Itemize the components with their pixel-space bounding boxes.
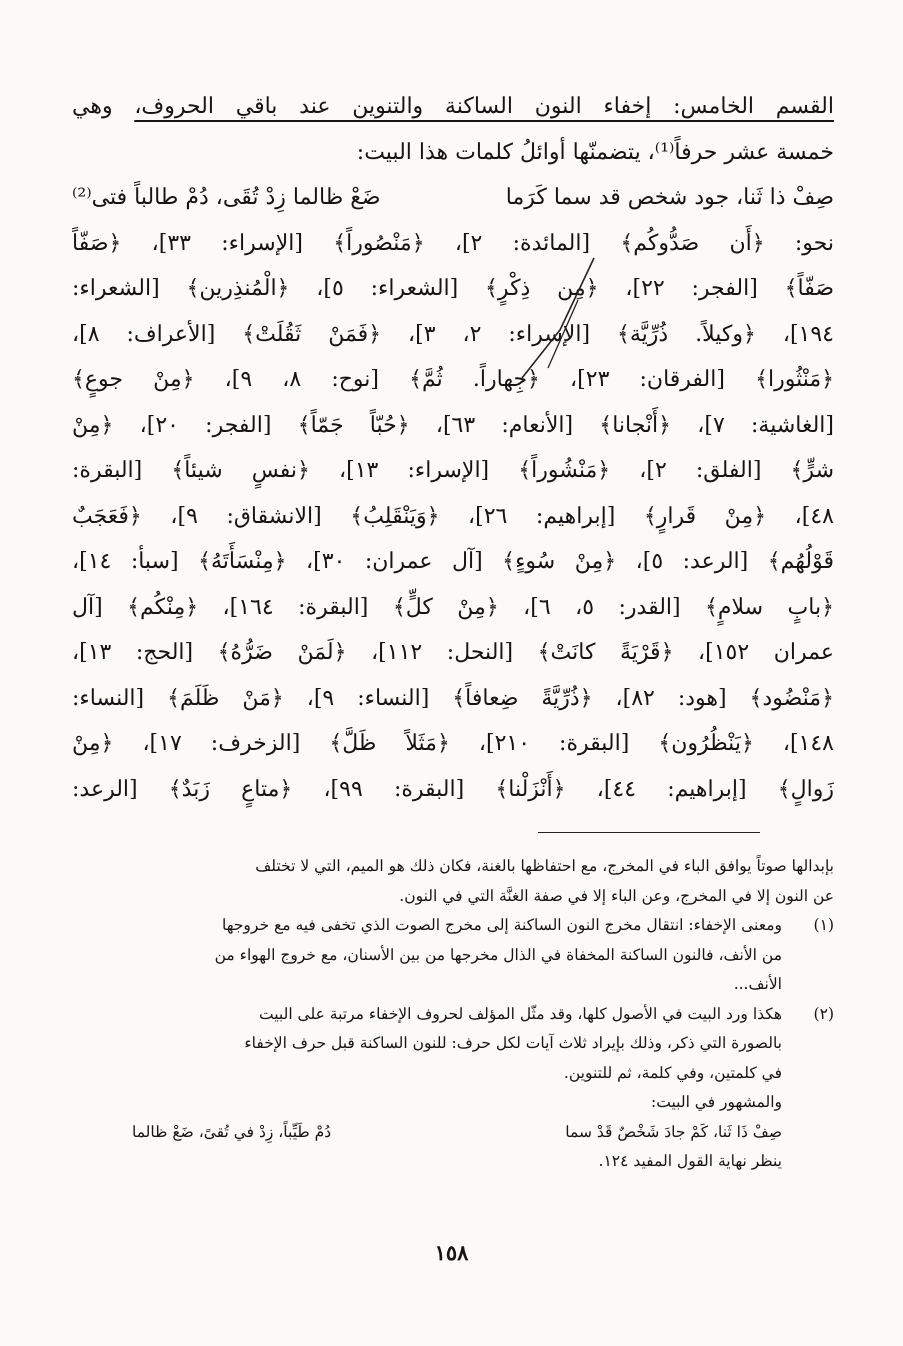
section-heading: القسم الخامس: إخفاء النون الساكنة والتنوين عند باقي الحروف،	[134, 94, 834, 119]
footnote-source	[72, 1147, 834, 1177]
footnote-line: الأنف...	[733, 975, 782, 993]
footnote-2-number: (٢)	[813, 1004, 834, 1023]
footnote-line: ومعنى الإخفاء: انتقال مخرج النون الساكنة إلى مخرج الصوت الذي تخفى فيه مع خروجها	[221, 916, 782, 934]
body-line-12: ١٤٨]، ﴿يَنْظُرُون﴾ [البقرة: ٢١٠]، ﴿مَثَلاً ظَلَّ﴾ [الزخرف: ١٧]، ﴿مِنْ	[72, 731, 834, 756]
body-line-11: ﴿مَنْضُود﴾ [هود: ٨٢]، ﴿ذُرِّيَّةً ضِعافاً﴾ [النساء: ٩]، ﴿مَنْ ظَلَمَ﴾ [النساء:	[72, 685, 834, 711]
body-line-1: نحو: ﴿أَن صَدُّوكُم﴾ [المائدة: ٢]، ﴿مَنْصُوراً﴾ [الإسراء: ٣٣]، ﴿صَفّاً	[72, 230, 834, 256]
body-line-4: ﴿مَنْثُورا﴾ [الفرقان: ٢٣]، ﴿جِهاراً. ثُمَّ﴾ [نوح: ٨، ٩]، ﴿مِنْ جوعٍ﴾	[72, 367, 834, 392]
source-reference: ينظر نهاية القول المفيد ١٢٤.	[598, 1152, 782, 1170]
body-line-2: صَفّاً﴾ [الفجر: ٢٢]، ﴿مِن ذِكْرٍ﴾ [الشعراء: ٥]، ﴿الْمُنذِرين﴾ [الشعراء:	[72, 276, 834, 301]
footnote-continuation-line: بإبدالها صوتاً يوافق الباء في المخرج، مع احتفاظها بالغنة، فكان ذلك هو الميم، التي لا تختلف	[255, 857, 834, 875]
verse-hemistich-second: ضَعْ ظالما زِدْ تُقَى، دُمْ طالباً فتى⁽²⁾	[72, 185, 381, 210]
body-line-6: شرٍّ﴾ [الفلق: ٢]، ﴿مَنْشُوراً﴾ [الإسراء: ١٣]، ﴿نفسٍ شيئاً﴾ [البقرة:	[72, 458, 834, 483]
body-line-7: ٤٨]، ﴿مِنْ قَرارٍ﴾ [إبراهيم: ٢٦]، ﴿وَيَنْقَلِبُ﴾ [الانشقاق: ٩]، ﴿فَعَجَبٌ	[72, 503, 834, 529]
verse-hemistich-first: صِفْ ذا ثَنا، جود شخص قد سما كَرَما	[505, 185, 834, 210]
body-line-5: [الغاشية: ٧]، ﴿أَنْجانا﴾ [الأنعام: ٦٣]، ﴿حُبّاً جَمّاً﴾ [الفجر: ٢٠]، ﴿مِنْ	[72, 412, 834, 438]
footnote-line: والمشهور في البيت:	[651, 1093, 782, 1111]
heading-continuation: وهي	[72, 94, 135, 119]
body-line-9: ﴿بابٍ سلامٍ﴾ [القدر: ٥، ٦]، ﴿مِنْ كلٍّ﴾ [البقرة: ١٦٤]، ﴿مِنْكُم﴾ [آل	[72, 594, 834, 620]
footnotes	[72, 852, 834, 1177]
body-line-3: ١٩٤]، ﴿وكيلاً. ذُرِّيَّة﴾ [الإسراء: ٢، ٣]، ﴿فَمَنْ ثَقُلَتْ﴾ [الأعراف: ٨]،	[72, 321, 834, 347]
footnote-line: هكذا ورد البيت في الأصول كلها، وقد مثّل المؤلف لحروف الإخفاء مرتبة على البيت	[259, 1004, 782, 1023]
footnote-line: بالصورة التي ذكر، وذلك بإيراد ثلاث آيات لكل حرف: للنون الساكنة قبل حرف الإخفاء	[244, 1034, 782, 1052]
footnote-continuation-line: عن النون إلا في المخرج، وعن الباء إلا في صفة الغنَّة التي في النون.	[399, 886, 834, 905]
section-heading-line	[72, 84, 834, 130]
footnote-line: من الأنف، فالنون الساكنة المخفاة في الذال مخرجها من بين الأسنان، مع خروج الهواء من	[214, 945, 782, 964]
main-text	[72, 84, 834, 812]
poem-hemistich-second: دُمْ طَيِّباً، زِدْ في تُقىً، ضَعْ ظالما	[132, 1122, 332, 1141]
body-line-10: عمران ١٥٢]، ﴿قَرْيَةً كانَتْ﴾ [النحل: ١١٢]، ﴿لَمَنْ ضَرُّهُ﴾ [الحج: ١٣]،	[72, 640, 834, 665]
footnote-2	[72, 1000, 834, 1118]
body-line-13: زَوالٍ﴾ [إبراهيم: ٤٤]، ﴿أَنْزَلْنا﴾ [البقرة: ٩٩]، ﴿متاعٍ زَبَدٌ﴾ [الرعد:	[72, 776, 834, 802]
footnote-2-text	[72, 1000, 782, 1118]
footnote-poem	[72, 1118, 782, 1148]
intro-line: خمسة عشر حرفاً⁽¹⁾، يتضمنّها أوائلُ كلمات هذا البيت:	[356, 139, 834, 165]
footnote-1	[72, 911, 834, 1000]
verse-line	[72, 175, 834, 221]
poem-hemistich-first: صِفْ ذَا ثَنا، كَمْ جادَ شَخْصٌ قَدْ سما	[565, 1122, 782, 1141]
footnote-separator	[538, 832, 760, 833]
body-line-8: قَوْلُهُم﴾ [الرعد: ٥]، ﴿مِنْ سُوءٍ﴾ [آل عمران: ٣٠]، ﴿مِنْسَأَتَهُ﴾ [سبأ: ١٤]،	[72, 549, 834, 574]
footnote-continuation	[72, 852, 834, 911]
footnote-line: في كلمتين، وفي كلمة، ثم للتنوين.	[563, 1063, 782, 1082]
footnote-1-number: (١)	[813, 916, 834, 934]
page-number: ١٥٨	[434, 1240, 469, 1265]
footnote-1-text	[72, 911, 782, 1000]
